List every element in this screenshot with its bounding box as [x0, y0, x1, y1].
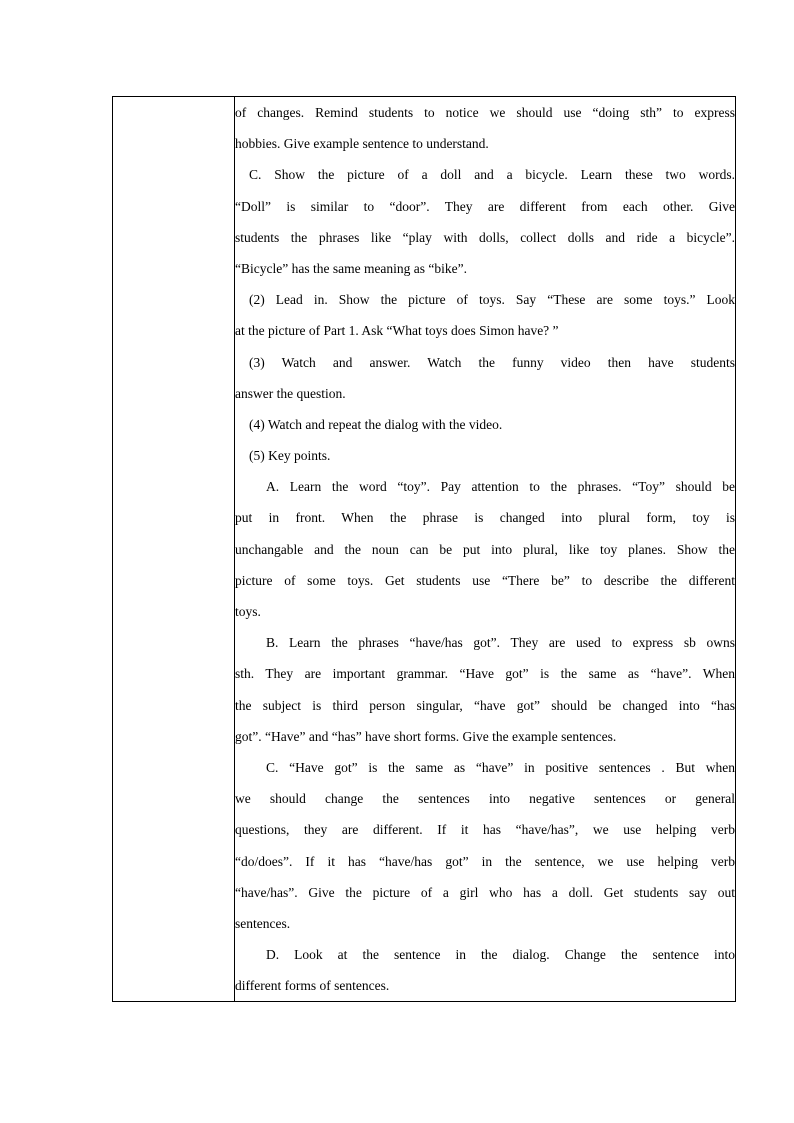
text-line: questions, they are different. If it has “have/has”, we use helping verb [235, 822, 735, 838]
text-line: the subject is third person singular, “have got” should be changed into “has [235, 697, 735, 713]
text-line: we should change the sentences into negative sentences or general [235, 791, 735, 807]
text-line: “Doll” is similar to “door”. They are different from each other. Give [235, 198, 735, 214]
procedure-text [235, 97, 735, 1001]
text-line: C. “Have got” is the same as “have” in positive sentences . But when [266, 759, 735, 775]
text-line: “do/does”. If it has “have/has got” in the sentence, we use helping verb [235, 853, 735, 869]
text-line: sth. They are important grammar. “Have got” is the same as “have”. When [235, 666, 735, 682]
text-line: put in front. When the phrase is changed into plural form, toy is [235, 510, 735, 526]
text-line: answer the question. [235, 385, 346, 401]
text-line: of changes. Remind students to notice we should use “doing sth” to express [235, 105, 735, 120]
text-line: A. Learn the word “toy”. Pay attention to the phrases. “Toy” should be [266, 479, 735, 495]
text-line: different forms of sentences. [235, 978, 390, 994]
lesson-plan-table [112, 96, 736, 1002]
table-content-cell [235, 97, 736, 1002]
text-line: “Bicycle” has the same meaning as “bike”. [235, 260, 468, 276]
text-line: B. Learn the phrases “have/has got”. They are used to express sb owns [266, 635, 735, 651]
text-line: “have/has”. Give the picture of a girl who has a doll. Get students say out [235, 884, 735, 900]
text-line: (3) Watch and answer. Watch the funny video then have students [249, 354, 735, 370]
table-left-cell [113, 97, 235, 1002]
text-line: D. Look at the sentence in the dialog. Change the sentence into [266, 947, 735, 963]
text-line: students the phrases like “play with dolls, collect dolls and ride a bicycle”. [235, 229, 735, 245]
text-line: (5) Key points. [249, 448, 331, 464]
text-line: got”. “Have” and “has” have short forms. Give the example sentences. [235, 728, 617, 744]
text-line: picture of some toys. Get students use “There be” to describe the different [235, 572, 735, 588]
text-line: (4) Watch and repeat the dialog with the video. [249, 416, 503, 432]
text-line: sentences. [235, 915, 291, 931]
text-line: unchangable and the noun can be put into plural, like toy planes. Show the [235, 541, 735, 557]
table-row [113, 97, 736, 1002]
text-line: C. Show the picture of a doll and a bicycle. Learn these two words. [249, 167, 735, 183]
text-line: hobbies. Give example sentence to understand. [235, 136, 489, 152]
text-line: toys. [235, 604, 261, 619]
text-line: at the picture of Part 1. Ask “What toys does Simon have? ” [235, 323, 559, 339]
text-line: (2) Lead in. Show the picture of toys. Say “These are some toys.” Look [249, 292, 735, 308]
